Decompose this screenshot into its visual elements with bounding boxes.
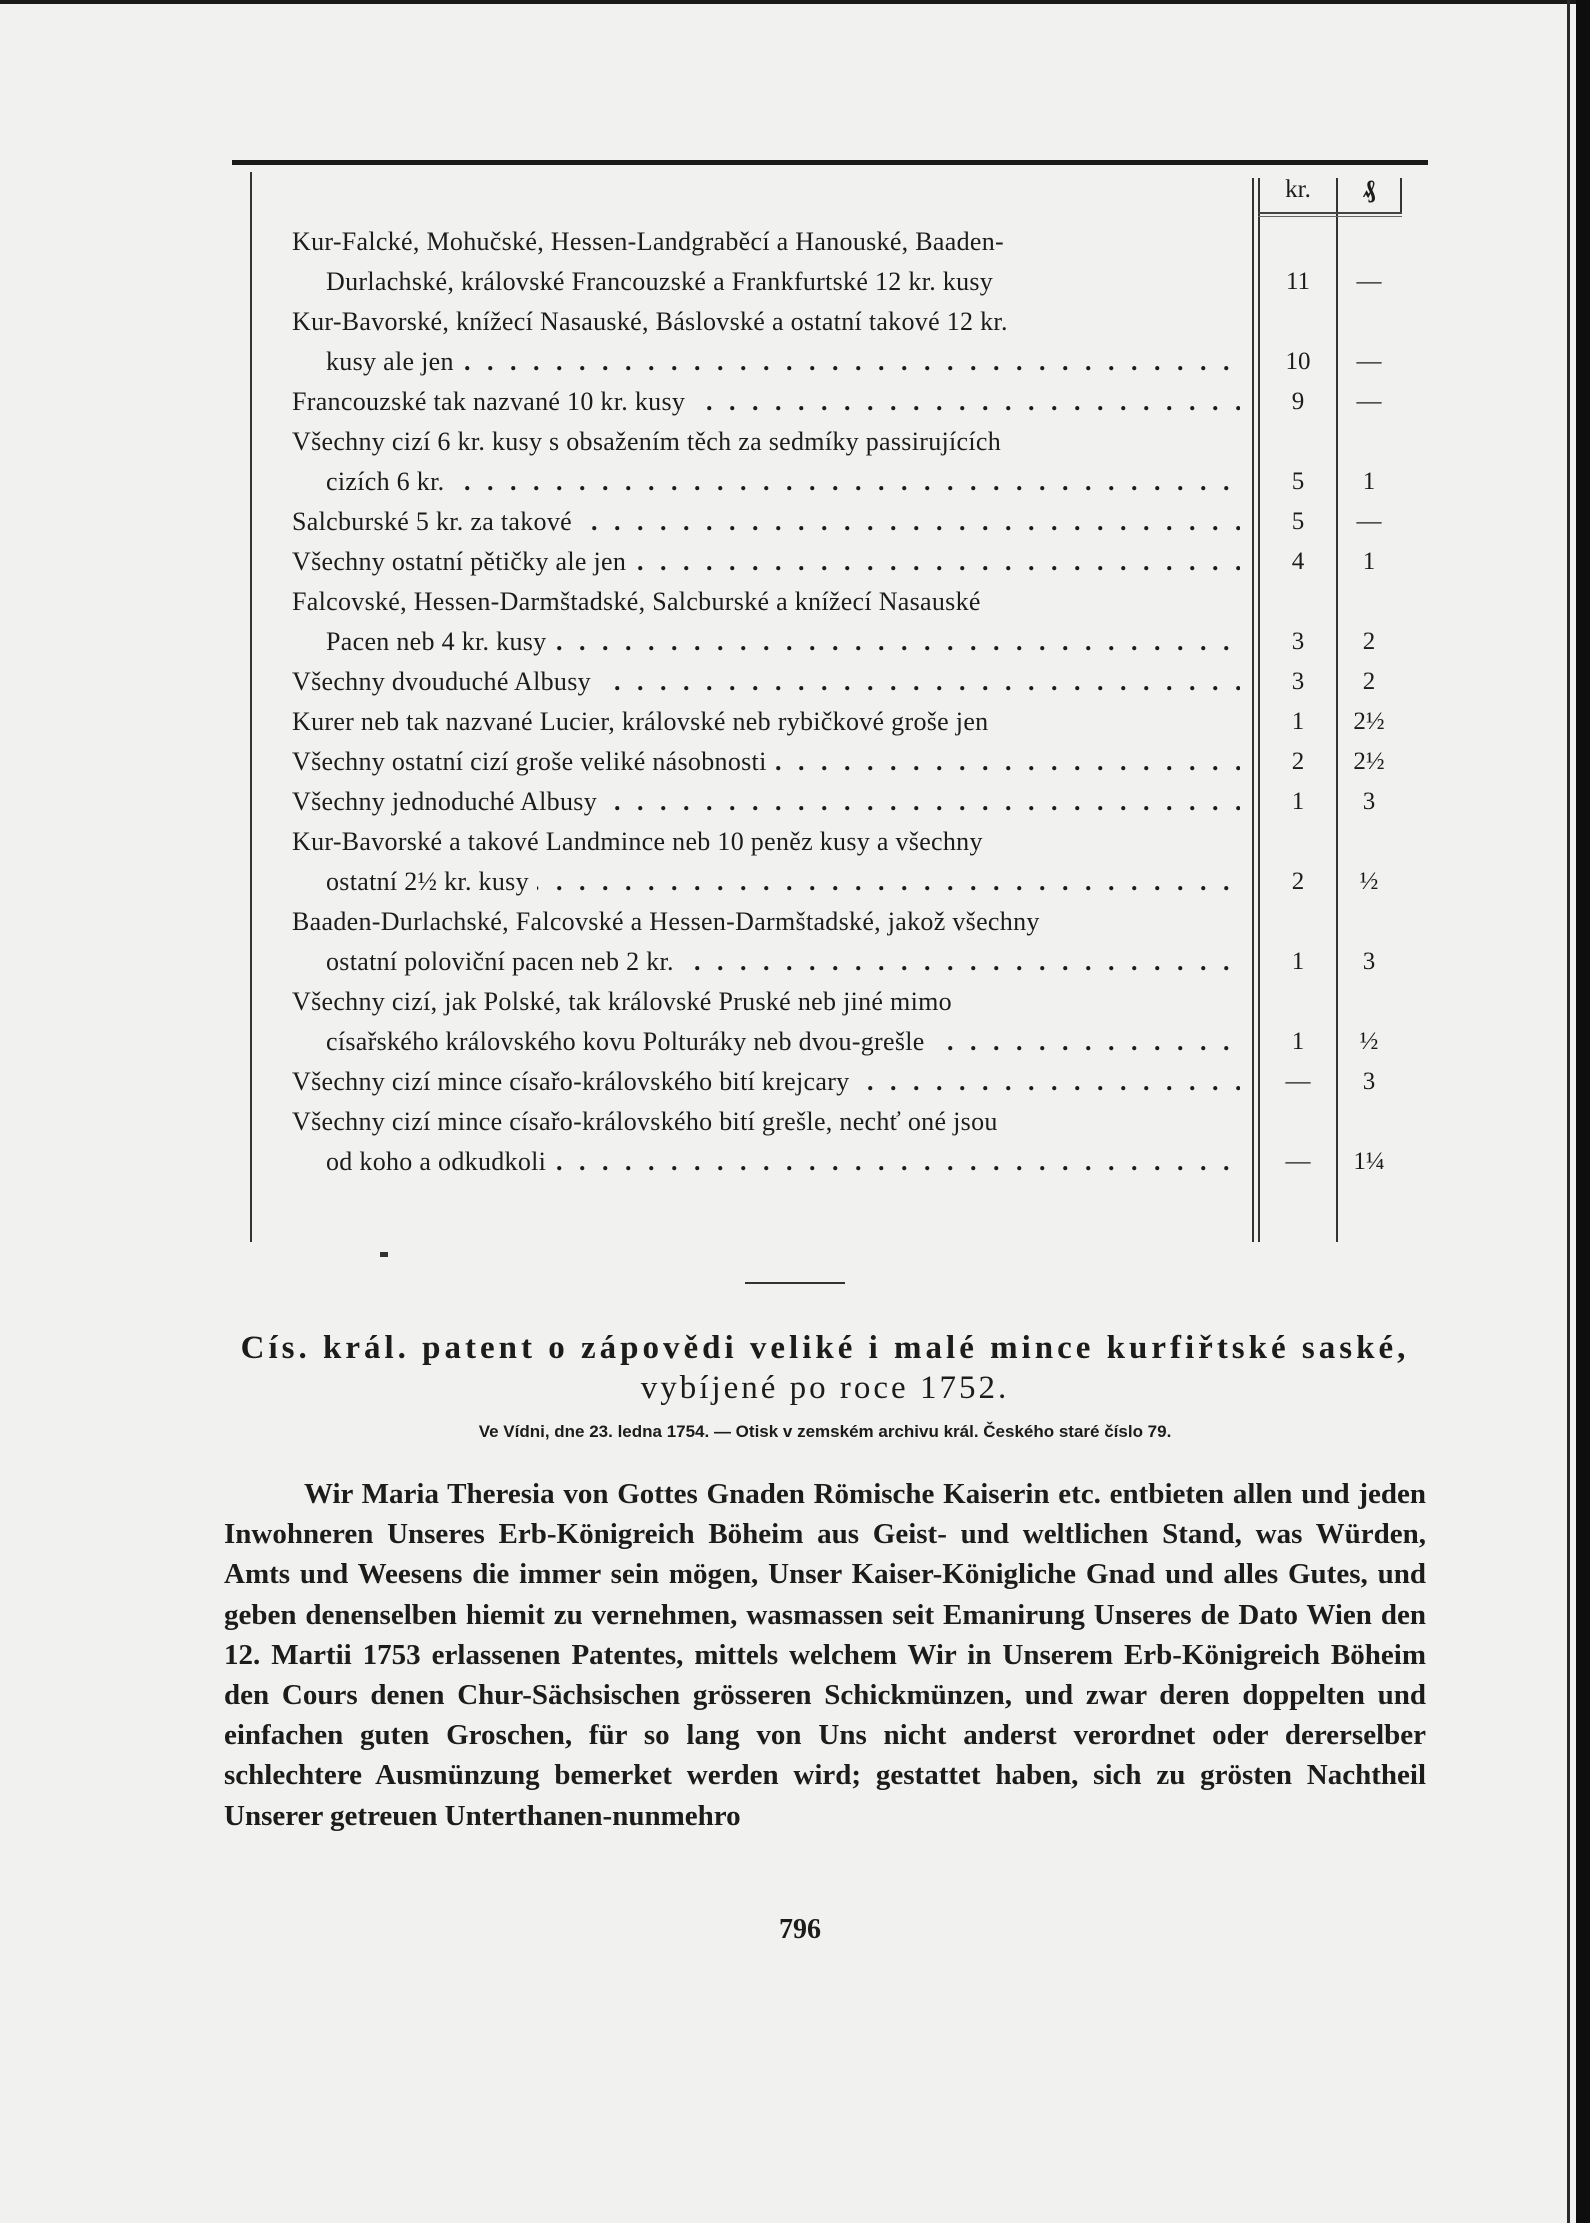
- row-denar-value: 1¼: [1353, 1148, 1385, 1175]
- table-top-rule: [232, 160, 1428, 165]
- row-description: [326, 342, 1240, 382]
- row-kr-value: [1260, 302, 1336, 342]
- table-row: [250, 822, 1402, 862]
- row-description: [292, 422, 1240, 462]
- table-row: [250, 702, 1402, 742]
- print-mark: [380, 1252, 388, 1257]
- row-description: [292, 822, 1240, 862]
- row-kr-value: 10: [1285, 348, 1311, 375]
- row-description: [292, 662, 1240, 702]
- row-kr-value: [1260, 982, 1336, 1022]
- row-kr-value: 9: [1291, 388, 1305, 415]
- row-description: [292, 302, 1240, 342]
- scan-edge-line: [1567, 0, 1570, 2223]
- table-row: [250, 462, 1402, 502]
- table-row: [250, 222, 1402, 262]
- row-denar-value: 3: [1362, 1068, 1376, 1095]
- row-denar-value: [1338, 422, 1400, 462]
- row-text: ostatní poloviční pacen neb 2 kr.: [326, 947, 682, 976]
- scan-edge-top: [0, 0, 1590, 4]
- row-denar-value: 2½: [1353, 748, 1385, 775]
- row-kr-value: 3: [1291, 628, 1305, 655]
- table-row: [250, 502, 1402, 542]
- row-text: Všechny jednoduché Albusy: [292, 787, 605, 816]
- row-text: Kur-Bavorské, knížecí Nasauské, Báslovské a ostatní takové 12 kr.: [292, 307, 1016, 336]
- row-text: Všechny cizí mince císařo-královského bití krejcary: [292, 1067, 857, 1096]
- row-text: Kur-Falcké, Mohučské, Hessen-Landgraběcí a Hanouské, Baaden-: [292, 227, 1012, 256]
- row-denar-value: [1338, 1102, 1400, 1142]
- row-description: [326, 262, 1240, 302]
- row-text: císařského královského kovu Polturáky neb dvou-grešle: [326, 1027, 933, 1056]
- table-row: [250, 902, 1402, 942]
- row-kr-value: 1: [1291, 788, 1305, 815]
- row-description: [292, 742, 1240, 782]
- table-row: [250, 302, 1402, 342]
- column-header-denar: ₰: [1362, 176, 1376, 203]
- row-description: [292, 502, 1240, 542]
- row-text: Salcburské 5 kr. za takové: [292, 507, 580, 536]
- section-title-line2: vybíjené po roce 1752.: [640, 1370, 1010, 1406]
- row-description: [326, 462, 1240, 502]
- row-kr-value: 2: [1291, 868, 1305, 895]
- row-kr-value: [1260, 222, 1336, 262]
- row-kr-value: 4: [1291, 548, 1305, 575]
- row-denar-value: 3: [1362, 788, 1376, 815]
- row-kr-value: 2: [1291, 748, 1305, 775]
- row-description: [292, 382, 1240, 422]
- row-denar-value: 2½: [1353, 708, 1385, 735]
- row-kr-value: 11: [1285, 268, 1311, 295]
- row-kr-value: [1260, 822, 1336, 862]
- row-description: [326, 622, 1240, 662]
- table-row: [250, 942, 1402, 982]
- table-row: [250, 742, 1402, 782]
- row-denar-value: [1338, 302, 1400, 342]
- row-text: Falcovské, Hessen-Darmštadské, Salcburské a knížecí Nasauské: [292, 587, 989, 616]
- row-kr-value: 5: [1291, 468, 1305, 495]
- row-description: [292, 582, 1240, 622]
- table-row: [250, 582, 1402, 622]
- page-number: 796: [779, 1914, 821, 1945]
- row-kr-value: —: [1285, 1068, 1311, 1095]
- row-description: [292, 1102, 1240, 1142]
- row-text: Všechny ostatní cizí groše veliké násobnosti: [292, 747, 775, 776]
- row-denar-value: —: [1356, 268, 1382, 295]
- table-row: [250, 262, 1402, 302]
- row-denar-value: [1338, 222, 1400, 262]
- row-description: [326, 1022, 1240, 1062]
- header-rule: [1258, 212, 1402, 214]
- row-description: [326, 942, 1240, 982]
- row-denar-value: [1338, 822, 1400, 862]
- table-row: [250, 382, 1402, 422]
- row-denar-value: 2: [1362, 628, 1376, 655]
- row-denar-value: 1: [1362, 468, 1376, 495]
- row-text: Baaden-Durlachské, Falcovské a Hessen-Darmštadské, jakož všechny: [292, 907, 1048, 936]
- column-divider: [1400, 178, 1402, 212]
- row-description: [292, 982, 1240, 1022]
- row-text: ostatní 2½ kr. kusy: [326, 867, 537, 896]
- row-kr-value: 1: [1291, 1028, 1305, 1055]
- row-kr-value: 3: [1291, 668, 1305, 695]
- row-denar-value: ½: [1359, 868, 1379, 895]
- row-text: Všechny cizí 6 kr. kusy s obsažením těch za sedmíky passirujících: [292, 427, 1009, 456]
- row-denar-value: ½: [1359, 1028, 1379, 1055]
- table-row: [250, 1102, 1402, 1142]
- section-divider: [745, 1282, 845, 1284]
- row-text: Všechny cizí, jak Polské, tak královské Pruské neb jiné mimo: [292, 987, 960, 1016]
- row-denar-value: —: [1356, 348, 1382, 375]
- row-kr-value: [1260, 1102, 1336, 1142]
- table-row: [250, 982, 1402, 1022]
- row-text: Durlachské, královské Francouzské a Frankfurtské 12 kr. kusy: [326, 267, 1001, 296]
- row-kr-value: 1: [1291, 708, 1305, 735]
- table-row: [250, 1022, 1402, 1062]
- row-text: Pacen neb 4 kr. kusy: [326, 627, 554, 656]
- row-text: Kur-Bavorské a takové Landmince neb 10 peněz kusy a všechny: [292, 827, 991, 856]
- row-denar-value: 2: [1362, 668, 1376, 695]
- row-kr-value: [1260, 422, 1336, 462]
- row-text: Všechny dvouduché Albusy: [292, 667, 599, 696]
- row-text: Francouzské tak nazvané 10 kr. kusy: [292, 387, 693, 416]
- row-description: [292, 702, 1240, 742]
- source-note: Ve Vídni, dne 23. ledna 1754. — Otisk v zemském archivu král. Českého staré číslo 79.: [478, 1422, 1172, 1441]
- row-denar-value: —: [1356, 508, 1382, 535]
- table-row: [250, 1142, 1402, 1182]
- row-denar-value: —: [1356, 388, 1382, 415]
- table-row: [250, 542, 1402, 582]
- table-row: [250, 862, 1402, 902]
- row-kr-value: [1260, 902, 1336, 942]
- table-row: [250, 662, 1402, 702]
- row-description: [292, 782, 1240, 822]
- row-kr-value: —: [1285, 1148, 1311, 1175]
- table-row: [250, 422, 1402, 462]
- table-row: [250, 782, 1402, 822]
- row-denar-value: 1: [1362, 548, 1376, 575]
- row-description: [292, 902, 1240, 942]
- row-denar-value: [1338, 982, 1400, 1022]
- section-title: Cís. král. patent o zápovědi veliké i malé mince kurfiřtské saské,: [240, 1330, 1410, 1366]
- column-header-kr: kr.: [1285, 176, 1311, 203]
- row-text: kusy ale jen: [326, 347, 462, 376]
- row-description: [292, 542, 1240, 582]
- table-row: [250, 622, 1402, 662]
- scan-edge-right: [1576, 0, 1590, 2223]
- row-kr-value: [1260, 582, 1336, 622]
- row-description: [292, 222, 1240, 262]
- body-text: [224, 1474, 1426, 1836]
- row-text: od koho a odkudkoli: [326, 1147, 554, 1176]
- row-denar-value: [1338, 582, 1400, 622]
- row-text: Všechny cizí mince císařo-královského bití grešle, nechť oné jsou: [292, 1107, 1006, 1136]
- table-row: [250, 1062, 1402, 1102]
- row-denar-value: 3: [1362, 948, 1376, 975]
- row-description: [292, 1062, 1240, 1102]
- row-description: [326, 862, 1240, 902]
- row-text: Kurer neb tak nazvané Lucier, královské neb rybičkové groše jen: [292, 707, 996, 736]
- row-description: [326, 1142, 1240, 1182]
- table-row: [250, 342, 1402, 382]
- body-paragraph: Wir Maria Theresia von Gottes Gnaden Römische Kaiserin etc. entbieten allen und jeden Inwohneren Unseres Erb-Königreich Böheim aus Geist- und weltlichen Stand, was Würden, Amts und Weesens die immer sein mögen, Unser Kaiser-Königliche Gnad und alles Gutes, und geben denenselben hiemit zu vernehmen, wasmassen seit Emanirung Unseres de Dato Wien den 12. Martii 1753 erlassenen Patentes, mittels welchem Wir in Unserem Erb-Königreich Böheim den Cours denen Chur-Sächsischen grösseren Schickmünzen, und zwar deren doppelten und einfachen guten Groschen, für so lang von Uns nicht anderst verordnet oder dererselber schlechtere Ausmünzung bemerket werden wird; gestattet haben, sich zu grösten Nachtheil Unserer getreuen Unterthanen-nunmehro: [224, 1478, 1426, 1832]
- header-rule: [1258, 216, 1402, 217]
- row-text: Všechny ostatní pětičky ale jen: [292, 547, 634, 576]
- row-kr-value: 1: [1291, 948, 1305, 975]
- row-kr-value: 5: [1291, 508, 1305, 535]
- row-denar-value: [1338, 902, 1400, 942]
- row-text: cizích 6 kr.: [326, 467, 452, 496]
